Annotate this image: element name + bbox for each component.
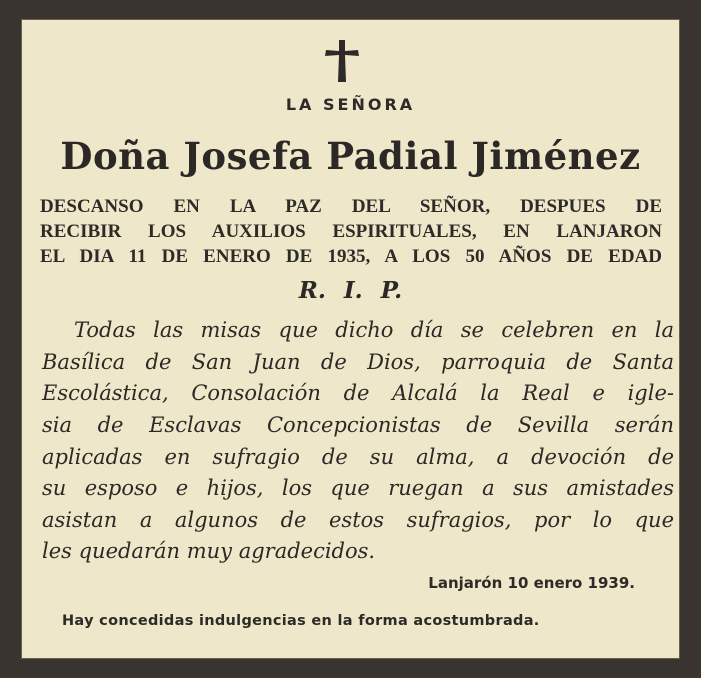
title-la-senora: LA SEÑORA: [285, 95, 416, 114]
body-line: les quedarán muy agradecidos.: [42, 539, 376, 563]
latin-cross-icon: [322, 38, 362, 84]
announcement-line: EL DIA 11 DE ENERO DE 1935, A LOS 50 AÑOS DE EDAD: [40, 246, 662, 267]
announcement-line: RECIBIR LOS AUXILIOS ESPIRITUALES, EN LANJARON: [40, 221, 662, 242]
body-line: aplicadas en sufragio de su alma, a devoción de: [42, 445, 674, 469]
body-line: Basílica de San Juan de Dios, parroquia de Santa: [42, 350, 674, 374]
announcement-line: DESCANSO EN LA PAZ DEL SEÑOR, DESPUES DE: [40, 196, 662, 217]
body-line: su esposo e hijos, los que ruegan a sus amistades: [42, 476, 674, 500]
body-line: sia de Esclavas Concepcionistas de Sevilla serán: [42, 413, 674, 437]
deceased-name: Doña Josefa Padial Jiménez: [60, 134, 641, 178]
dateline: Lanjarón 10 enero 1939.: [428, 574, 635, 592]
body-line: Escolástica, Consolación de Alcalá la Real e igle-: [42, 381, 674, 405]
indulgence-note: Hay concedidas indulgencias en la forma acostumbrada.: [62, 613, 540, 629]
rip-text: R. I. P.: [298, 277, 403, 304]
body-line: Todas las misas que dicho día se celebren en la: [74, 318, 674, 342]
body-line: asistan a algunos de estos sufragios, por lo que: [42, 508, 674, 532]
